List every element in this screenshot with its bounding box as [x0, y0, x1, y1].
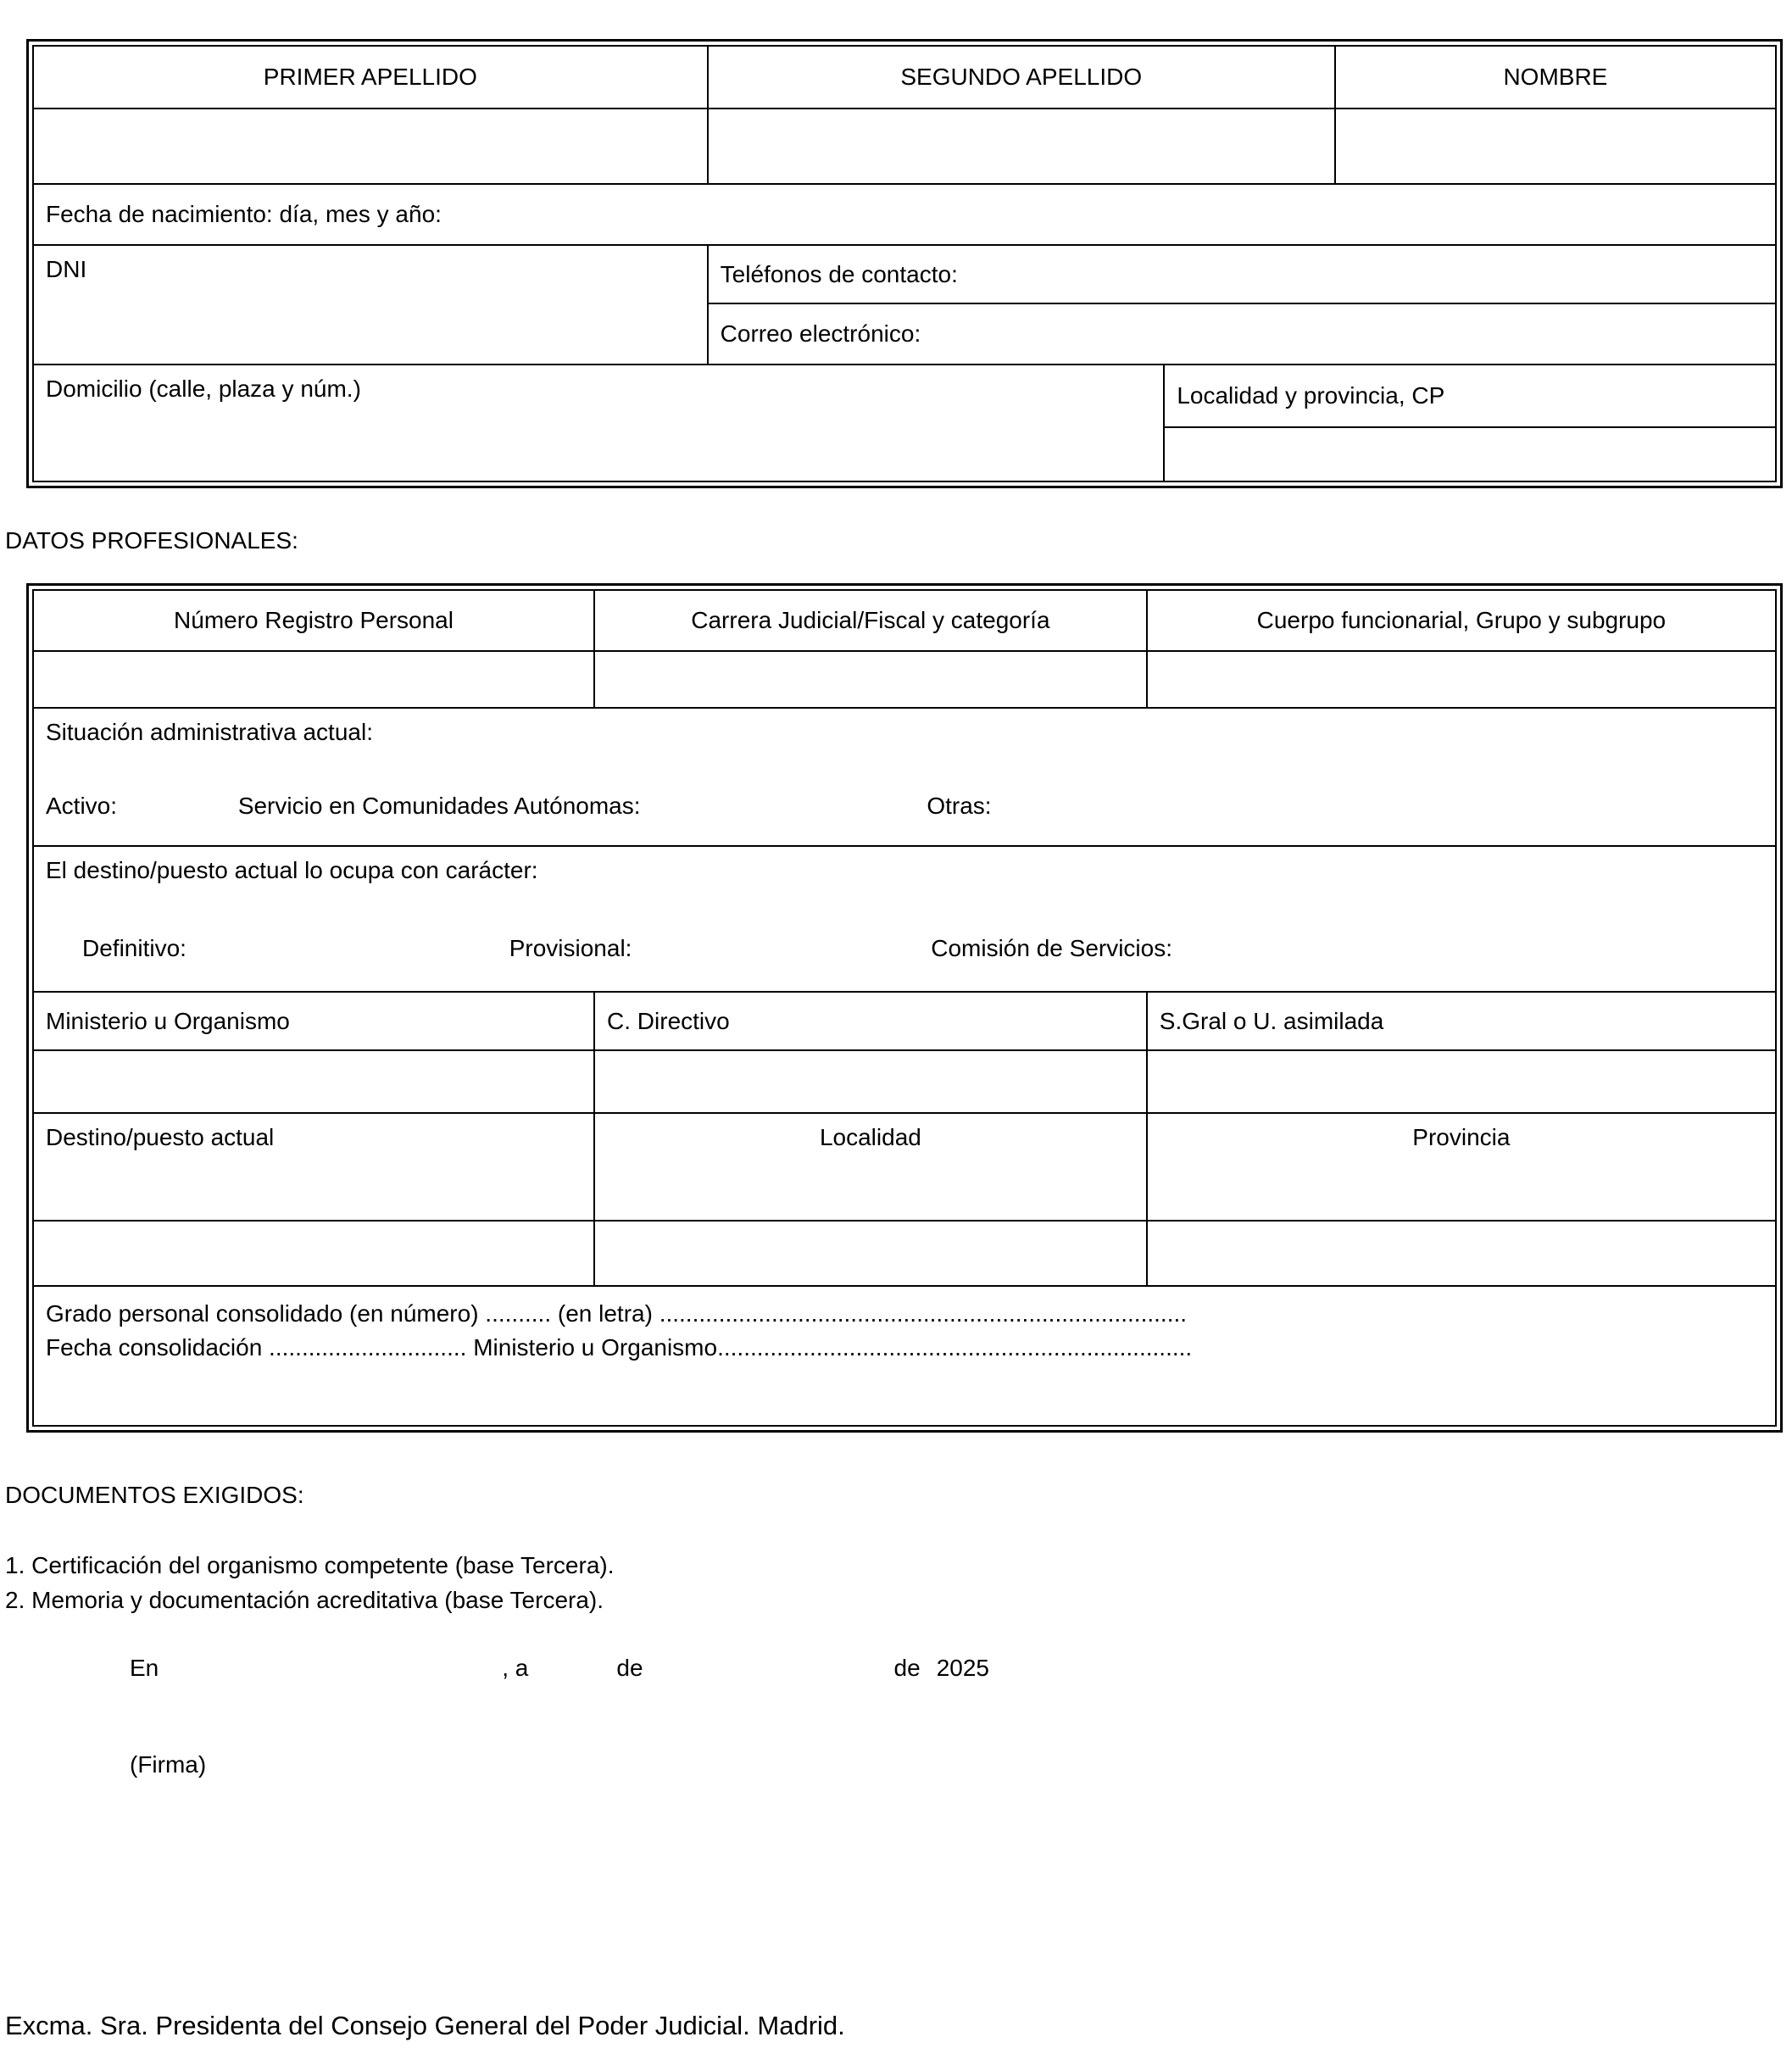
table-row [33, 365, 1776, 427]
date-a-label: , a [502, 1655, 529, 1681]
table-row [33, 46, 1776, 109]
header-numero-registro: Número Registro Personal [33, 590, 594, 651]
header-localidad: Localidad [594, 1113, 1147, 1221]
addressee-line: Excma. Sra. Presidenta del Consejo General del Poder Judicial. Madrid. [5, 2011, 845, 2040]
option-comision: Comisión de Servicios: [931, 935, 1173, 961]
header-provincia: Provincia [1147, 1113, 1776, 1221]
situacion-options [46, 793, 1763, 820]
option-provisional: Provisional: [509, 935, 632, 961]
table-row [33, 184, 1776, 245]
table-row [33, 1286, 1776, 1426]
option-servicio-ccaa: Servicio en Comunidades Autónomas: [237, 793, 641, 819]
field-cuerpo [1147, 651, 1776, 708]
table-row [33, 109, 1776, 184]
field-segundo-apellido [708, 109, 1335, 184]
field-provincia [1147, 1221, 1776, 1286]
table-row [33, 1113, 1776, 1221]
field-dni: DNI [33, 245, 708, 365]
professional-data-table [26, 583, 1783, 1433]
documents-section-title: DOCUMENTOS EXIGIDOS: [5, 1482, 304, 1508]
field-localidad-label: Localidad y provincia, CP [1164, 365, 1776, 427]
header-primer-apellido: PRIMER APELLIDO [33, 46, 708, 109]
date-line [130, 1655, 1792, 1682]
caracter-options [46, 935, 1763, 962]
professional-data-grid [32, 589, 1777, 1427]
documents-list [5, 1548, 1792, 1617]
option-activo: Activo: [46, 793, 118, 819]
grado-line-2: Fecha consolidación .............................. Ministerio u Organismo........................................................................ [46, 1334, 1193, 1361]
option-otras: Otras: [927, 793, 992, 819]
field-c-directivo [594, 1050, 1147, 1113]
field-numero-registro [33, 651, 594, 708]
date-de-label-1: de [616, 1655, 643, 1681]
table-row [33, 1221, 1776, 1286]
header-cuerpo: Cuerpo funcionarial, Grupo y subgrupo [1147, 590, 1776, 651]
field-situacion [33, 708, 1776, 846]
field-caracter [33, 846, 1776, 992]
field-nombre [1335, 109, 1776, 184]
option-definitivo: Definitivo: [82, 935, 186, 961]
grado-line-1: Grado personal consolidado (en número) .......... (en letra) ................................................................................ [46, 1300, 1188, 1327]
date-de-label-2: de [893, 1655, 921, 1681]
field-correo: Correo electrónico: [708, 303, 1776, 365]
field-ministerio [33, 1050, 594, 1113]
personal-data-table [26, 39, 1783, 488]
header-nombre: NOMBRE [1335, 46, 1776, 109]
table-row [33, 708, 1776, 846]
table-row [33, 590, 1776, 651]
document-item-2: 2. Memoria y documentación acreditativa (base Tercera). [5, 1587, 604, 1613]
header-ministerio: Ministerio u Organismo [33, 992, 594, 1050]
field-localidad [594, 1221, 1147, 1286]
field-telefonos: Teléfonos de contacto: [708, 245, 1776, 303]
field-localidad-value [1164, 427, 1776, 481]
firma-label: (Firma) [130, 1751, 207, 1778]
table-row [33, 992, 1776, 1050]
field-destino-actual [33, 1221, 594, 1286]
caracter-label: El destino/puesto actual lo ocupa con carácter: [46, 857, 538, 883]
field-sgral [1147, 1050, 1776, 1113]
field-grado [33, 1286, 1776, 1426]
situacion-label: Situación administrativa actual: [46, 719, 373, 745]
header-carrera: Carrera Judicial/Fiscal y categoría [594, 590, 1147, 651]
field-primer-apellido [33, 109, 708, 184]
table-row [33, 245, 1776, 303]
field-fecha-nacimiento: Fecha de nacimiento: día, mes y año: [33, 184, 1776, 245]
table-row [33, 846, 1776, 992]
document-item-1: 1. Certificación del organismo competente (base Tercera). [5, 1552, 615, 1578]
professional-section-title: DATOS PROFESIONALES: [5, 527, 298, 554]
header-sgral: S.Gral o U. asimilada [1147, 992, 1776, 1050]
date-year: 2025 [936, 1655, 989, 1681]
header-c-directivo: C. Directivo [594, 992, 1147, 1050]
table-row [33, 1050, 1776, 1113]
date-en-label: En [130, 1655, 159, 1681]
header-segundo-apellido: SEGUNDO APELLIDO [708, 46, 1335, 109]
field-carrera [594, 651, 1147, 708]
table-row [33, 651, 1776, 708]
field-domicilio: Domicilio (calle, plaza y núm.) [33, 365, 1164, 481]
header-destino-actual: Destino/puesto actual [33, 1113, 594, 1221]
personal-data-grid [32, 45, 1777, 482]
